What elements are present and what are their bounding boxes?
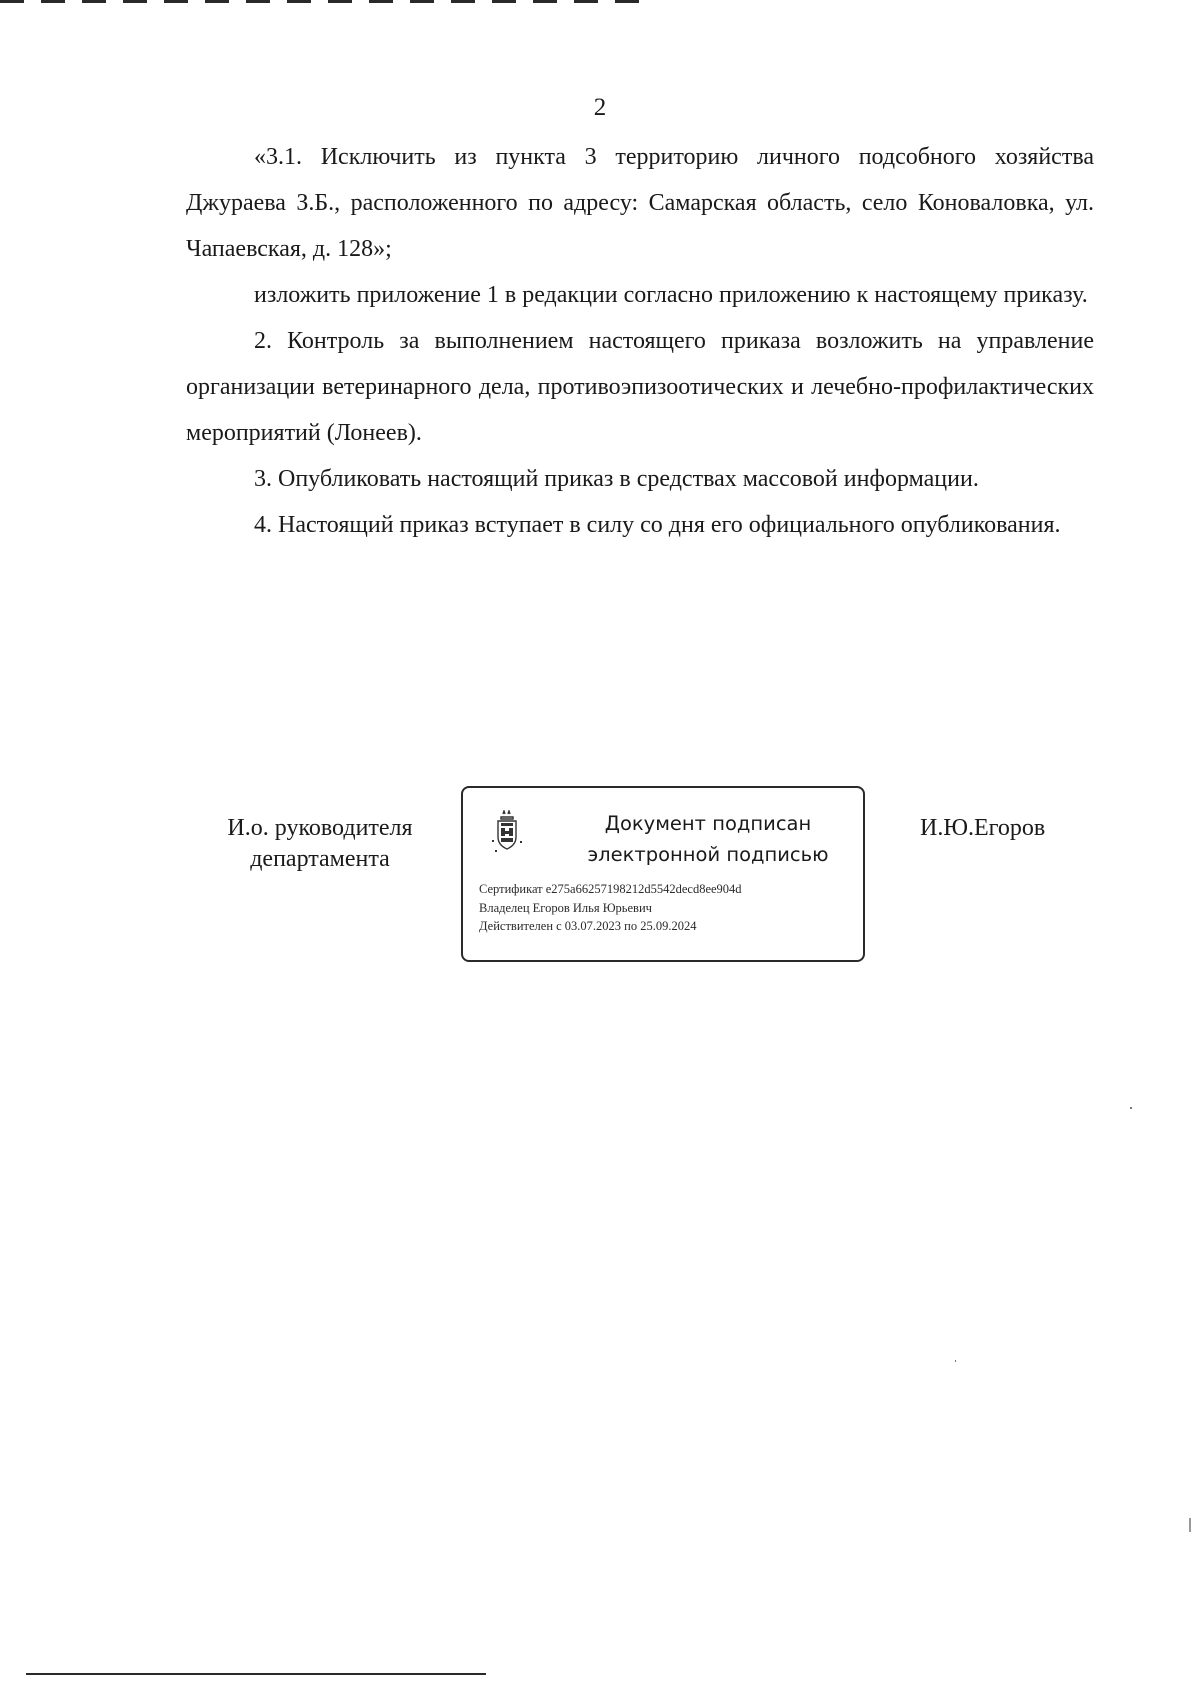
stamp-validity: Действителен с 03.07.2023 по 25.09.2024 (479, 919, 697, 933)
signatory-position-line-2: департамента (250, 846, 390, 872)
paragraph-3-publish: 3. Опубликовать настоящий приказ в средствах массовой информации. (254, 466, 979, 492)
document-body (186, 134, 1094, 548)
signatory-position-line-1: И.о. руководителя (227, 815, 413, 841)
electronic-signature-stamp (461, 786, 865, 962)
stamp-title-line-1: Документ подписан (604, 812, 812, 835)
stamp-details (479, 880, 859, 936)
paragraph-3-1-amendment: «3.1. Исключить из пункта 3 территорию личного подсобного хозяйства Джураева З.Б., расположенного по адресу: Самарская область, село Коноваловка, ул. Чапаевская, д. 128»; (186, 144, 1094, 262)
signatory-name: И.Ю.Егоров (920, 815, 1046, 841)
scan-speck (955, 1360, 956, 1362)
stamp-title-line-2: электронной подписью (587, 843, 829, 866)
stamp-certificate: Сертификат e275a66257198212d5542decd8ee904d (479, 882, 742, 896)
scan-edge-mark (1189, 1518, 1191, 1532)
paragraph-4-effective: 4. Настоящий приказ вступает в силу со дня его официального опубликования. (254, 512, 1061, 538)
stamp-owner: Владелец Егоров Илья Юрьевич (479, 900, 652, 915)
stamp-title (573, 808, 843, 870)
paragraph-2-control: 2. Контроль за выполнением настоящего приказа возложить на управление организации ветеринарного дела, противоэпизоотических и лечебно-профилактических мероприятий (Лонеев). (186, 328, 1094, 446)
samara-coat-of-arms-icon (489, 810, 525, 856)
scan-top-dash-border (0, 0, 640, 3)
footnote-separator-line (26, 1673, 486, 1675)
paragraph-appendix-revision: изложить приложение 1 в редакции согласно приложению к настоящему приказу. (254, 282, 1088, 308)
page-number: 2 (593, 94, 607, 121)
scan-speck (1130, 1107, 1132, 1109)
signatory-position (210, 813, 430, 875)
